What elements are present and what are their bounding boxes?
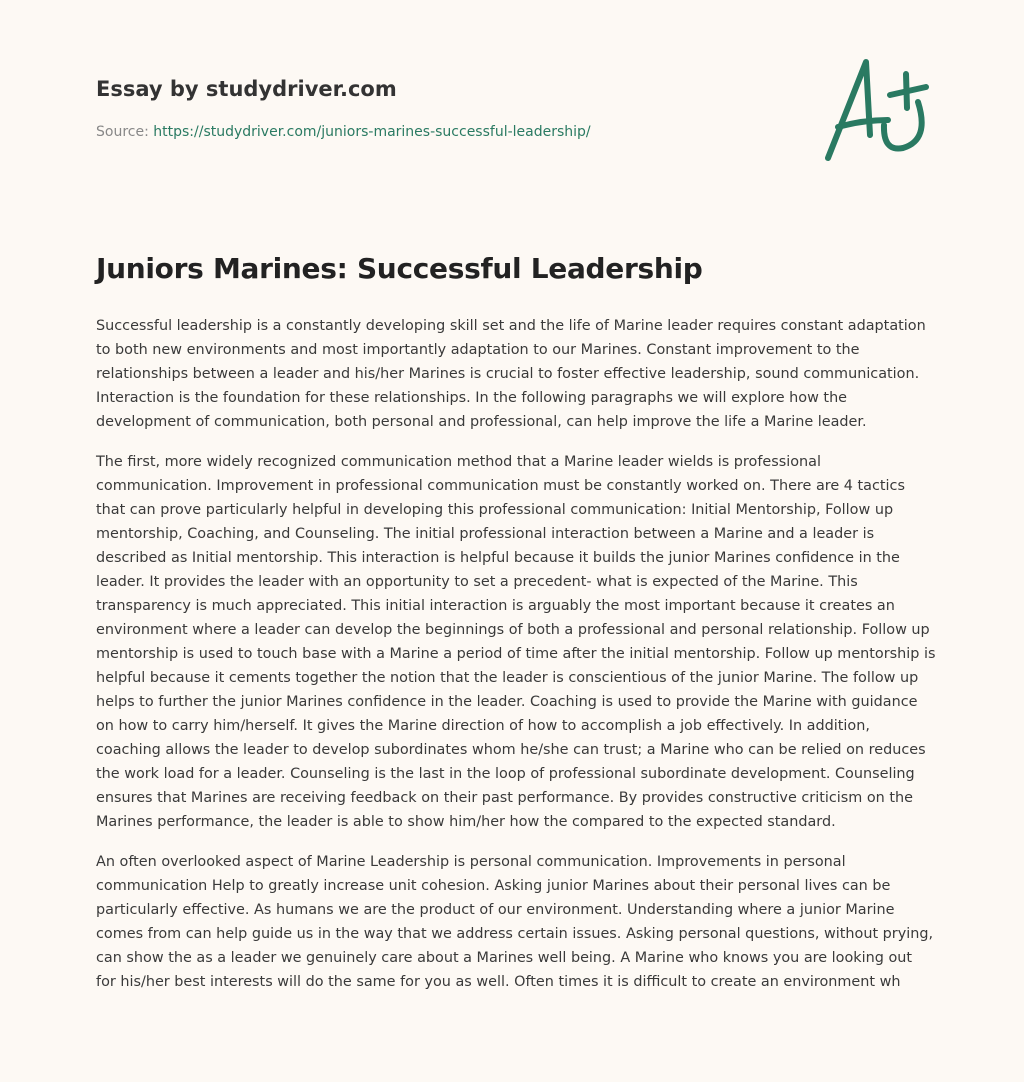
article-title: Juniors Marines: Successful Leadership [96, 252, 703, 285]
article-body [96, 314, 936, 1010]
site-brand: Essay by studydriver.com [96, 77, 397, 101]
source-line [96, 124, 591, 140]
paragraph: The first, more widely recognized communication method that a Marine leader wields is professional communication. Improvement in professional communication must be constantly worked on. There are 4 tactics that can prove particularly helpful in developing this professional communication: Initial Mentorship, Follow up mentorship, Coaching, and Counseling. The initial professional interaction between a Marine and a leader is described as Initial mentorship. This interaction is helpful because it builds the junior Marines confidence in the leader. It provides the leader with an opportunity to set a precedent- what is expected of the Marine. This transparency is much appreciated. This initial interaction is arguably the most important because it creates an environment where a leader can develop the beginnings of both a professional and personal relationship. Follow up mentorship is used to touch base with a Marine a period of time after the initial mentorship. Follow up mentorship is helpful because it cements together the notion that the leader is conscientious of the junior Marine. The follow up helps to further the junior Marines confidence in the leader. Coaching is used to provide the Marine with guidance on how to carry him/herself. It gives the Marine direction of how to accomplish a job effectively. In addition, coaching allows the leader to develop subordinates whom he/she can trust; a Marine who can be relied on reduces the work load for a leader. Counseling is the last in the loop of professional subordinate development. Counseling ensures that Marines are receiving feedback on their past performance. By provides constructive criticism on the Marines performance, the leader is able to show him/her how the compared to the expected standard. [96, 454, 936, 830]
paragraph: An often overlooked aspect of Marine Leadership is personal communication. Improvements in personal communication Help to greatly increase unit cohesion. Asking junior Marines about their personal lives can be particularly effective. As humans we are the product of our environment. Understanding where a junior Marine comes from can help guide us in the way that we address certain issues. Asking personal questions, without prying, can show the as a leader we genuinely care about a Marines well being. A Marine who knows you are looking out for his/her best interests will do the same for you as well. Often times it is difficult to create an environment wh [96, 854, 934, 990]
a-plus-logo-icon [818, 40, 938, 170]
paragraph: Successful leadership is a constantly developing skill set and the life of Marine leader requires constant adaptation to both new environments and most importantly adaptation to our Marines. Constant improvement to the relationships between a leader and his/her Marines is crucial to foster effective leadership, sound communication. Interaction is the foundation for these relationships. In the following paragraphs we will explore how the development of communication, both personal and professional, can help improve the life a Marine leader. [96, 318, 926, 430]
source-link[interactable]: https://studydriver.com/juniors-marines-successful-leadership/ [153, 124, 591, 140]
source-label: Source: [96, 124, 149, 140]
